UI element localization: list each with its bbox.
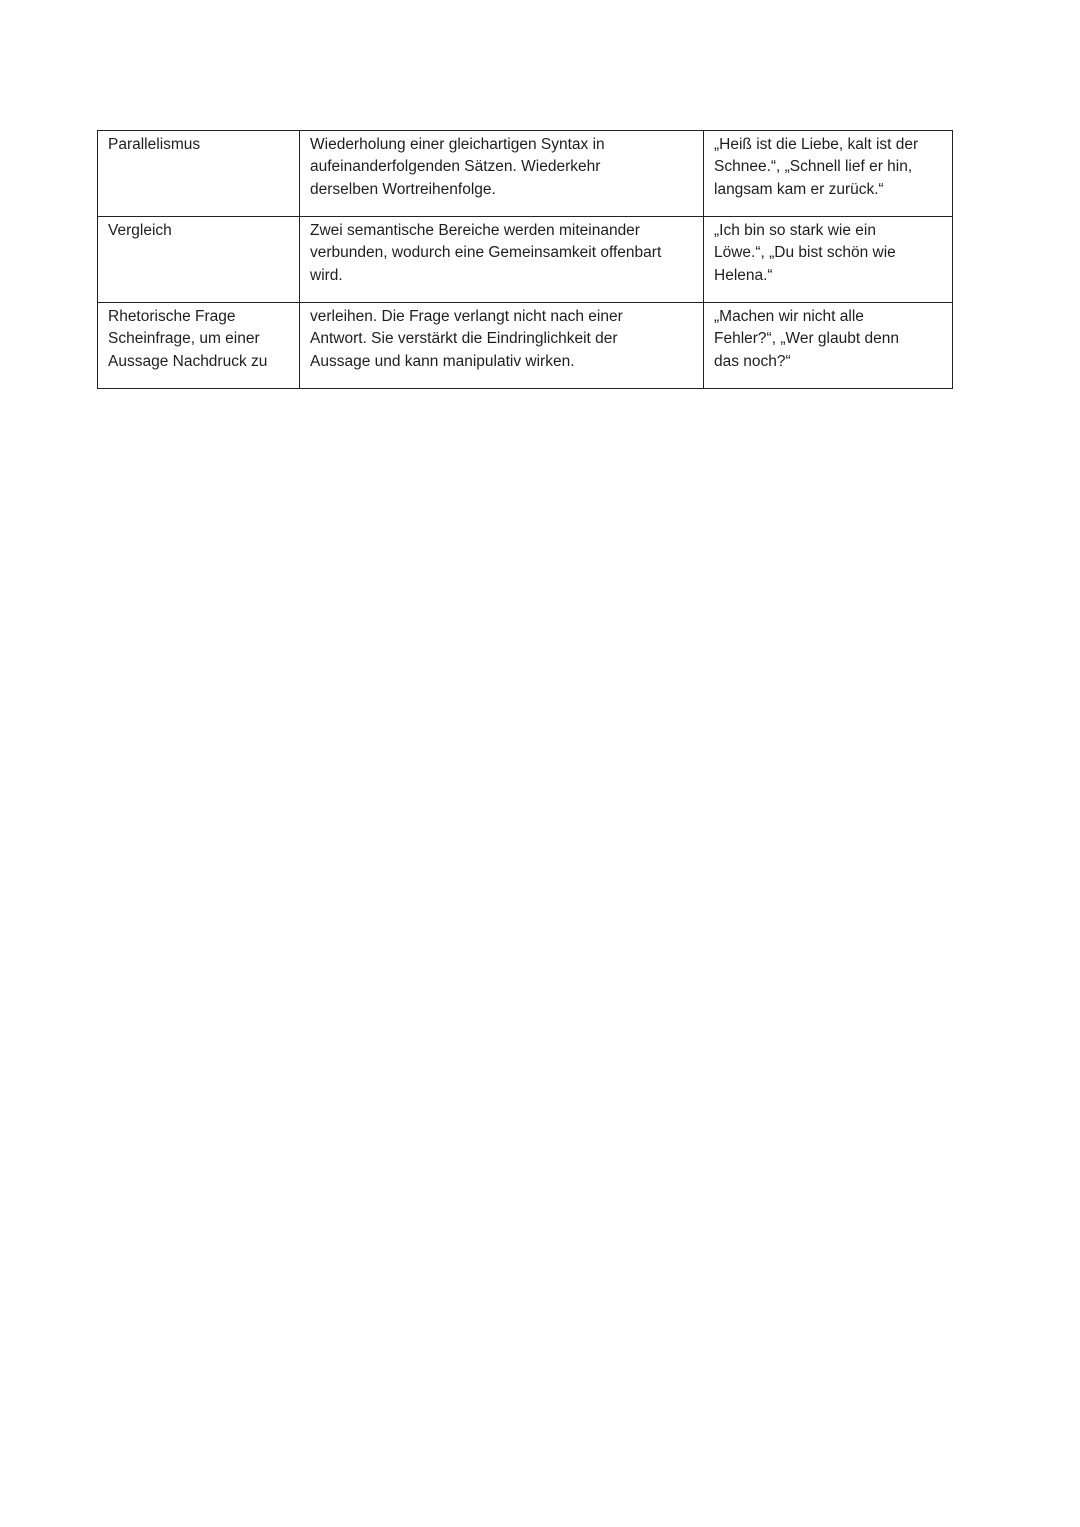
table-row	[98, 131, 953, 217]
example-cell: „Machen wir nicht alle Fehler?“, „Wer glaubt denn das noch?“	[704, 303, 953, 389]
definition-cell: verleihen. Die Frage verlangt nicht nach einer Antwort. Sie verstärkt die Eindringlichkeit der Aussage und kann manipulativ wirken.	[300, 303, 704, 389]
table-row	[98, 217, 953, 303]
example-cell: „Ich bin so stark wie ein Löwe.“, „Du bist schön wie Helena.“	[704, 217, 953, 303]
term-cell: Rhetorische Frage Scheinfrage, um einer Aussage Nachdruck zu	[98, 303, 300, 389]
example-cell: „Heiß ist die Liebe, kalt ist der Schnee.“, „Schnell lief er hin, langsam kam er zurück.“	[704, 131, 953, 217]
definition-cell: Wiederholung einer gleichartigen Syntax in aufeinanderfolgenden Sätzen. Wiederkehr derselben Wortreihenfolge.	[300, 131, 704, 217]
definition-cell: Zwei semantische Bereiche werden miteinander verbunden, wodurch eine Gemeinsamkeit offenbart wird.	[300, 217, 704, 303]
table-row	[98, 303, 953, 389]
term-cell: Vergleich	[98, 217, 300, 303]
rhetorical-devices-table	[97, 130, 953, 389]
term-cell: Parallelismus	[98, 131, 300, 217]
